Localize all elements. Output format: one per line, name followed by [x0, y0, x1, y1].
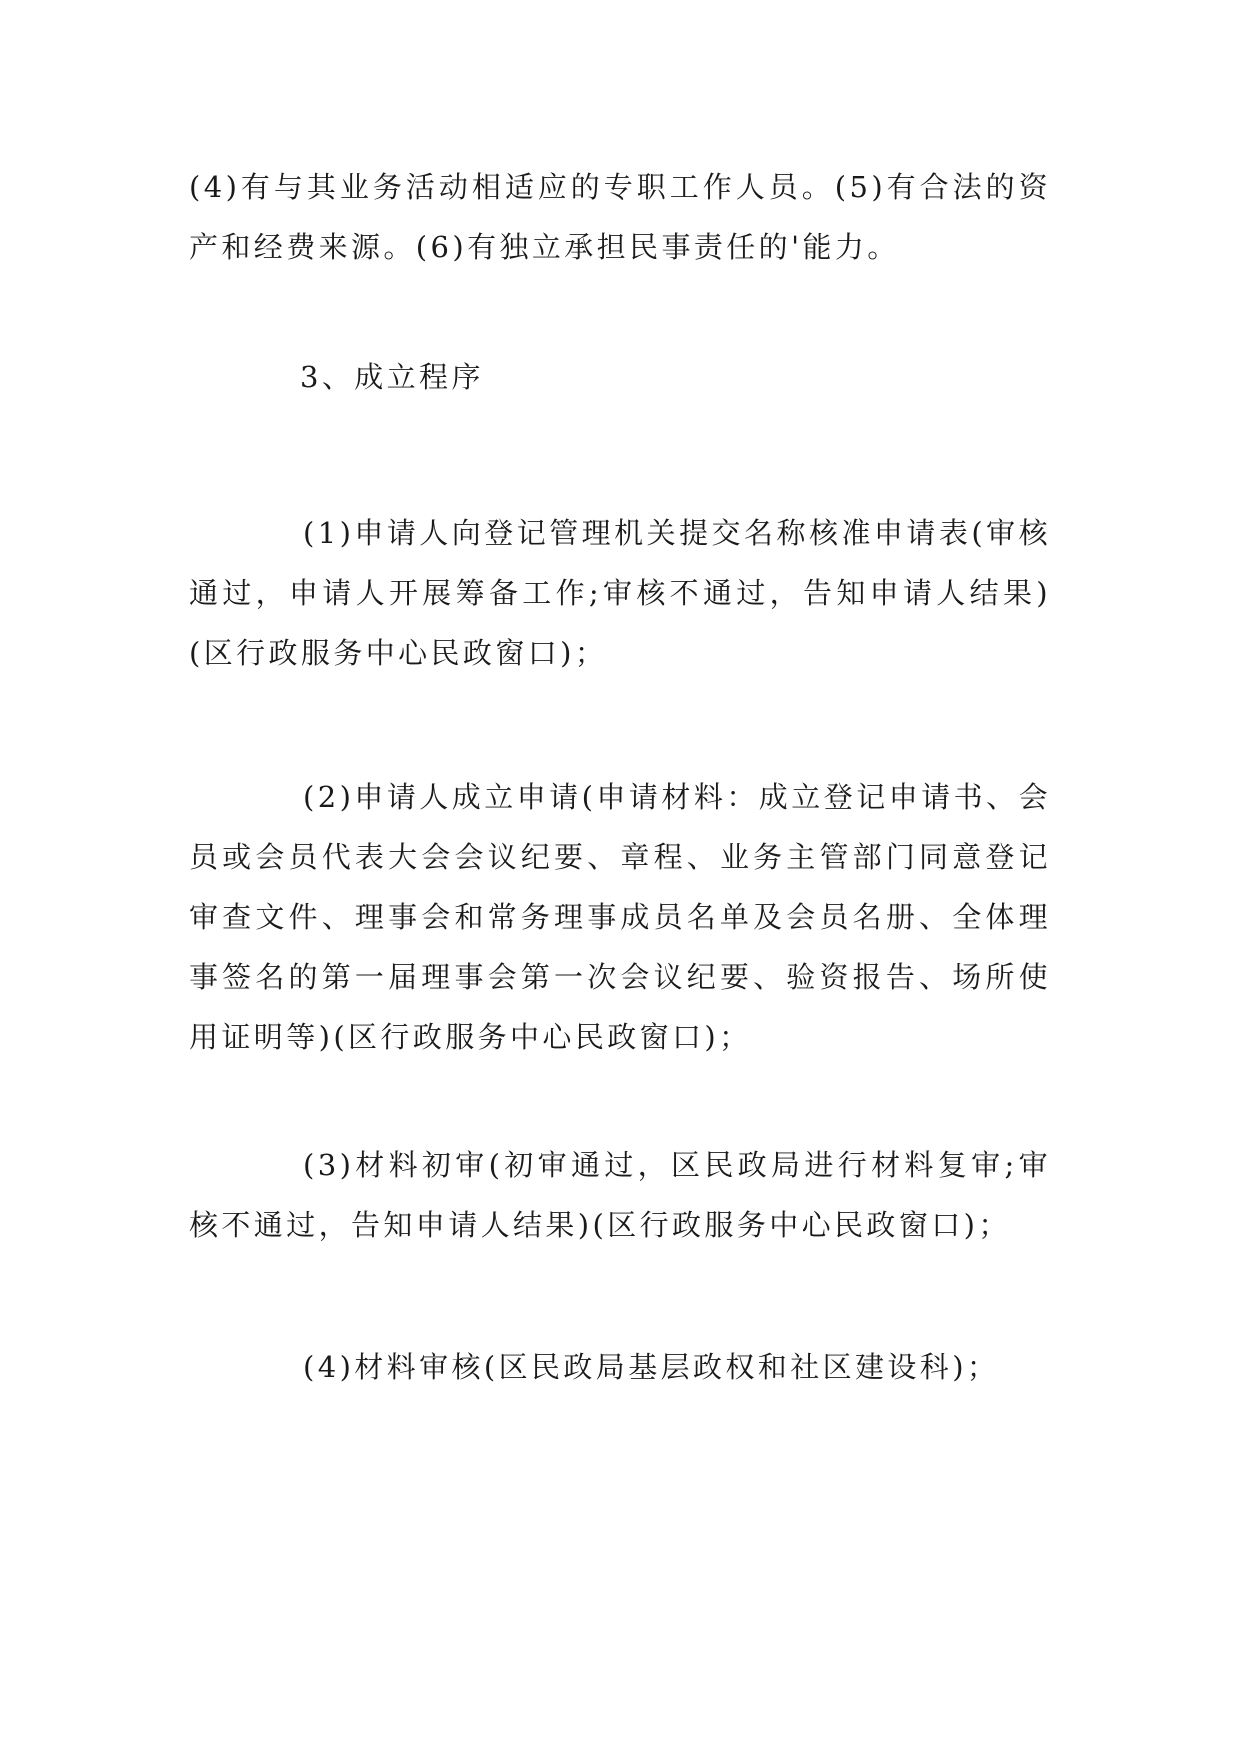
section-heading-establishment-procedure: 3、成立程序	[300, 360, 484, 394]
paragraph-step-1: (1)申请人向登记管理机关提交名称核准申请表(审核通过，申请人开展筹备工作;审核不通过，告知申请人结果)(区行政服务中心民政窗口)；	[189, 516, 1051, 670]
paragraph-step-2: (2)申请人成立申请(申请材料：成立登记申请书、会员或会员代表大会会议纪要、章程、业务主管部门同意登记审查文件、理事会和常务理事成员名单及会员名册、全体理事签名的第一届理事会第一次会议纪要、验资报告、场所使用证明等)(区行政服务中心民政窗口)；	[189, 780, 1051, 1054]
paragraph-step-4: (4)材料审核(区民政局基层政权和社区建设科)；	[303, 1350, 1000, 1384]
paragraph-step-3: (3)材料初审(初审通过，区民政局进行材料复审;审核不通过，告知申请人结果)(区行政服务中心民政窗口)；	[189, 1148, 1051, 1242]
paragraph-conditions-4-6: (4)有与其业务活动相适应的专职工作人员。(5)有合法的资产和经费来源。(6)有独立承担民事责任的'能力。	[189, 170, 1051, 264]
